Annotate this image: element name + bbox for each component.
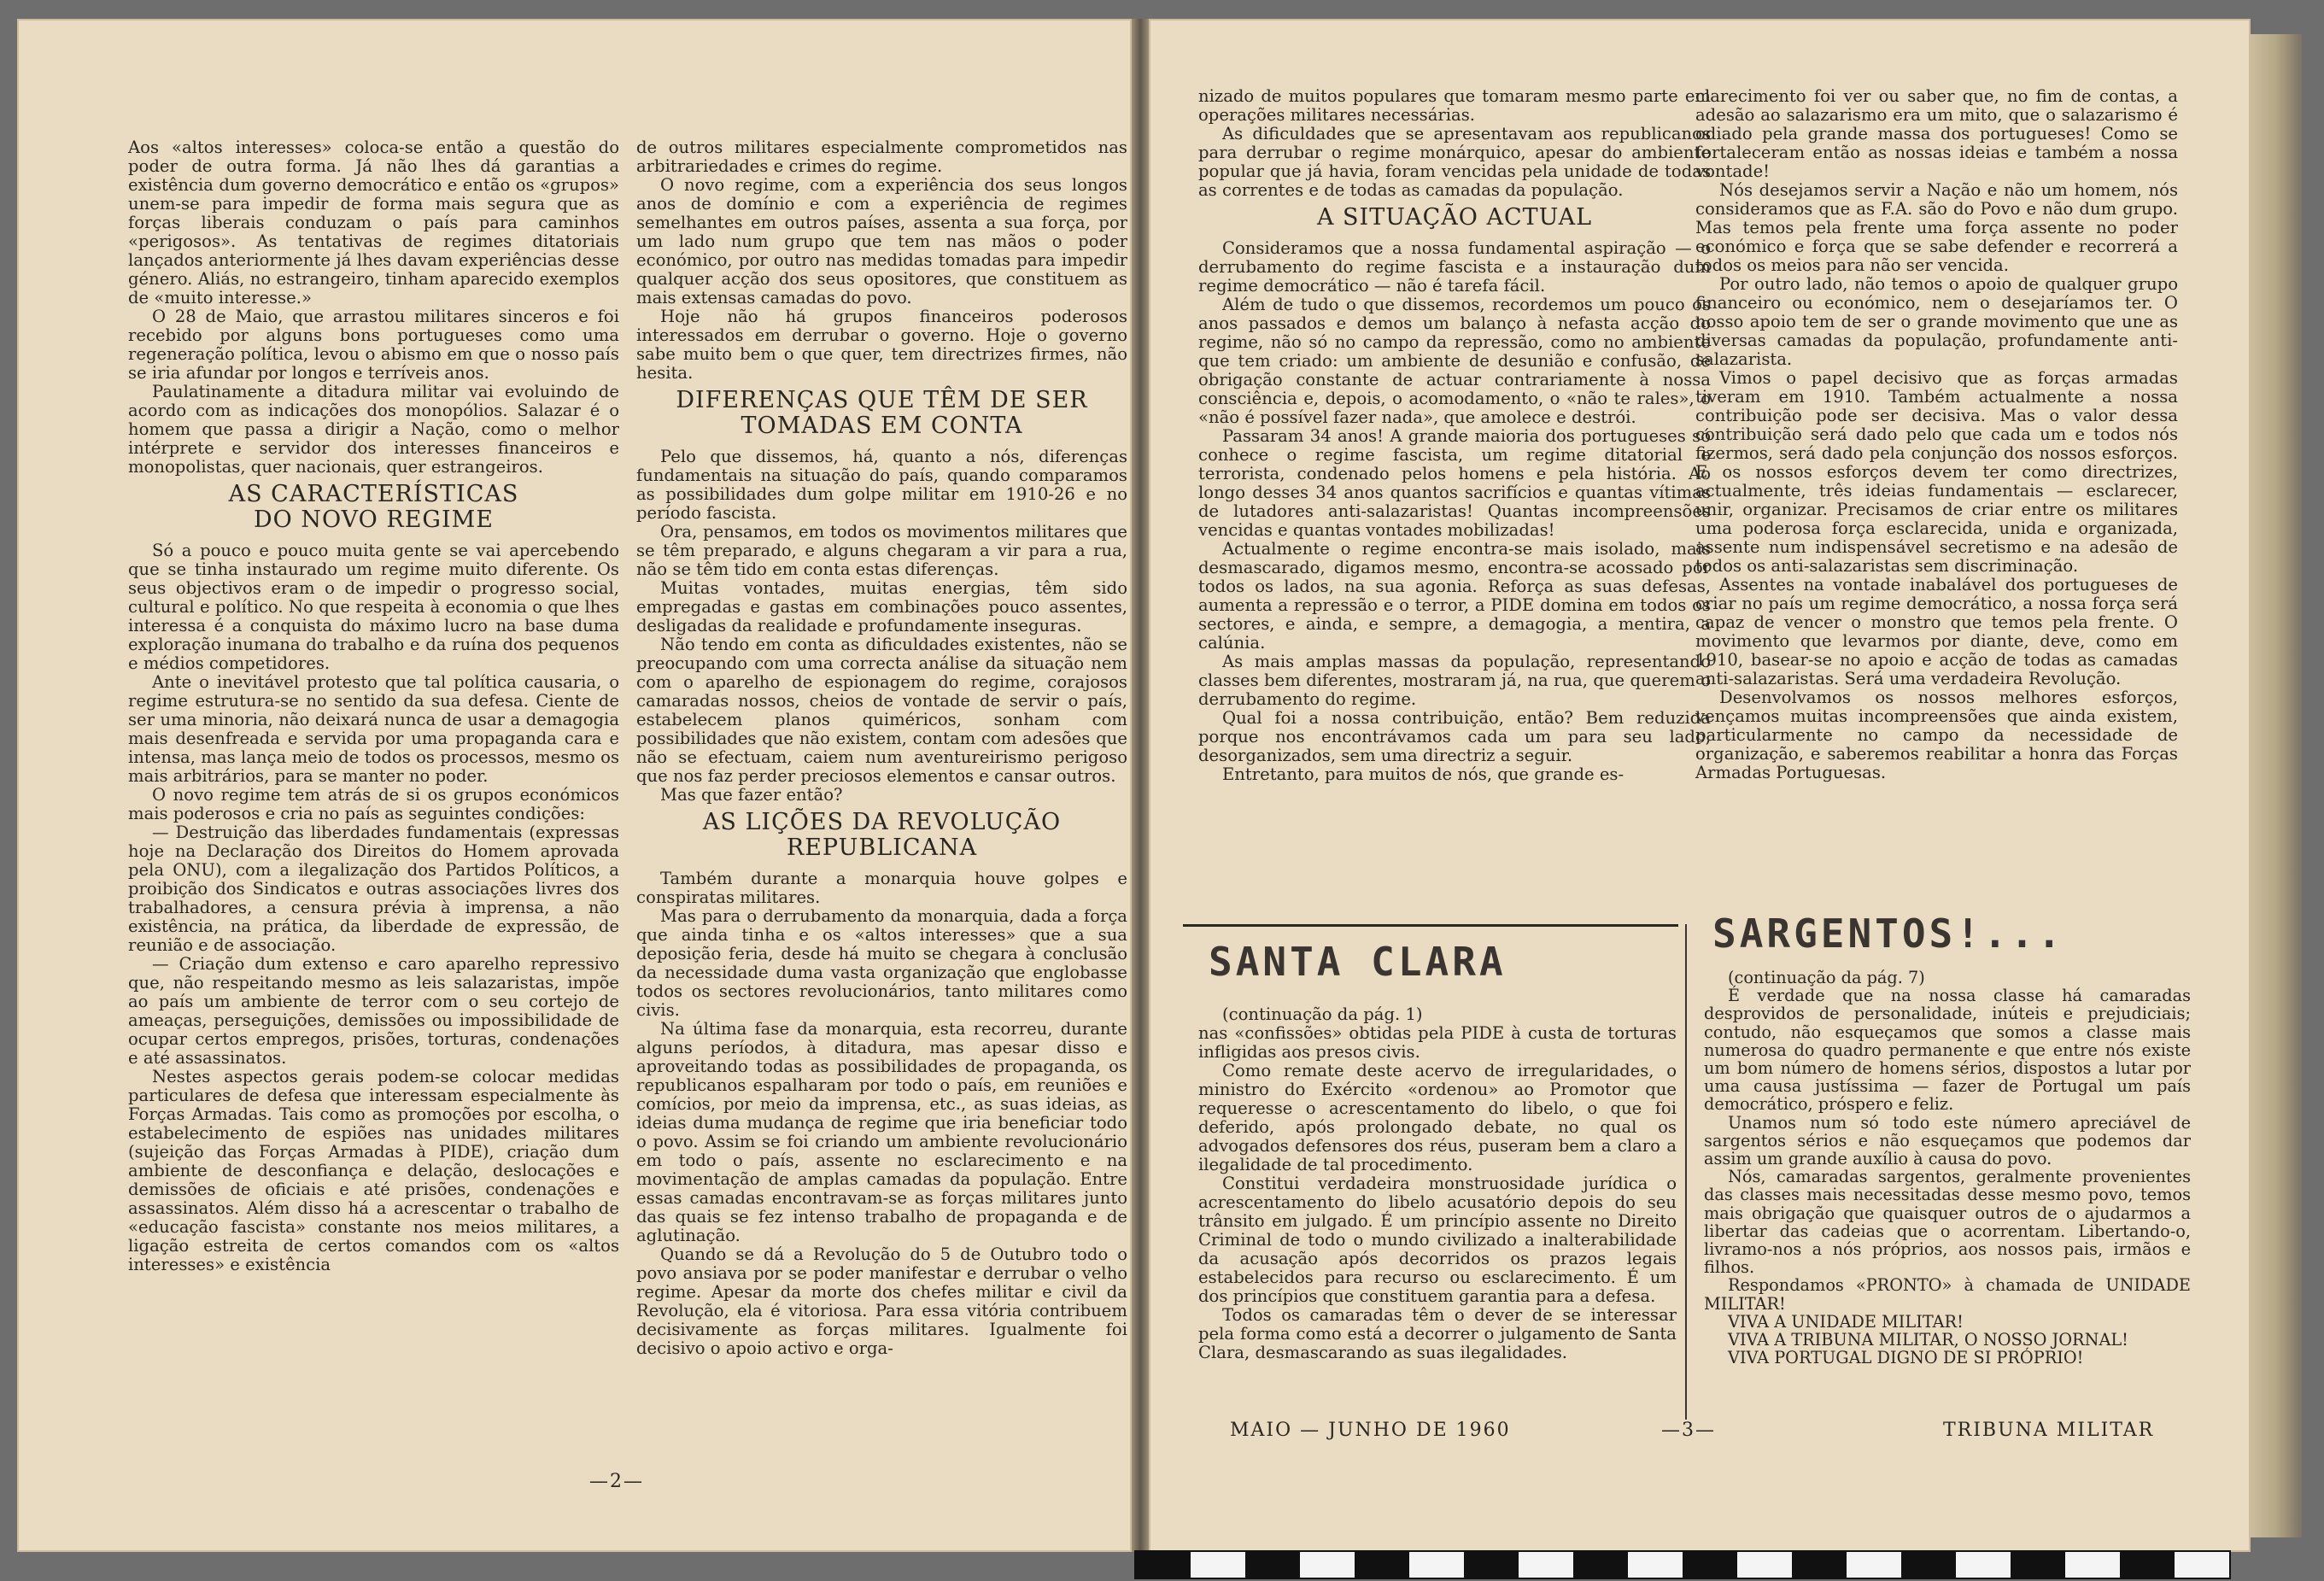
paragraph: — Destruição das liberdades fundamentais (expressas hoje na Declaração dos Direitos do Homem aprovada pela ONU), com a ilegalização dos Partidos Políticos, a proibição dos Sindicatos e outras associações livres dos trabalhadores, a censura prévia à imprensa, a não existência, na prática, da liberdade de expressão, de reunião e de associação. xyxy=(128,823,619,955)
paragraph: Constitui verdadeira monstruosidade jurídica o acrescentamento do libelo acusatório depois do seu trânsito em julgado. É um princípio assente no Direito Criminal de todo o mundo civilizado a inalterabilidade da acusação após decorridos os prazos legais estabelecidos para recurso ou esclarecimento. É um dos princípios que constituem garantia para a defesa. xyxy=(1198,1174,1677,1306)
paragraph: Vimos o papel decisivo que as forças armadas tiveram em 1910. Também actualmente a nossa contribuição pode ser decisiva. Mas o valor dessa contribuição será dado pelo que cada um e todos nós fizermos, será dado pela conjunção dos nossos esforços. E os nossos esforços devem ter como directrizes, actualmente, três ideias fundamentais — esclarecer, unir, organizar. Precisamos de criar entre os militares uma poderosa força esclarecida, unida e organizada, assente num indispensável secretismo e na adesão de todos os anti-salazaristas sem discriminação. xyxy=(1695,368,2178,576)
paragraph: nizado de muitos populares que tomaram mesmo parte em operações militares necessárias. xyxy=(1198,86,1711,125)
paragraph: Por outro lado, não temos o apoio de qualquer grupo financeiro ou económico, nem o desejaríamos ter. O nosso apoio tem de ser o grande movimento que une as diversas camadas da população, profundamente anti-salazarista. xyxy=(1695,274,2178,369)
sargentos-text xyxy=(1704,969,2191,1367)
page-number-right: —3— xyxy=(1661,1420,1716,1441)
paragraph: Actualmente o regime encontra-se mais isolado, mais desmascarado, digamos mesmo, encontra-se acossado por todos os lados, na sua agonia. Reforça as suas defesas, aumenta a repressão e o terror, a PIDE domina em todos os sectores, e ainda, e sempre, a demagogia, a mentira, a calúnia. xyxy=(1198,539,1711,653)
newspaper-name: TRIBUNA MILITAR xyxy=(1943,1420,2155,1441)
paragraph: Unamos num só todo este número apreciável de sargentos sérios e não esqueçamos que podemos dar assim um grande auxílio à causa do povo. xyxy=(1704,1112,2191,1169)
paragraph: Além de tudo o que dissemos, recordemos um pouco os anos passados e demos um balanço à nefasta acção do regime, não só no campo da repressão, como no ambiente que tem criado: um ambiente de desunião e confusão, de obrigação constante de actuar contrariamente à nossa consciência e, depois, o acomodamento, o «não te rales», o «não é possível fazer nada», que amolece e destrói. xyxy=(1198,295,1711,427)
col1-body xyxy=(128,542,619,1274)
paragraph: Consideramos que a nossa fundamental aspiração — o derrubamento do regime fascista e a instauração dum regime democrático — não é tarefa fácil. xyxy=(1198,238,1711,296)
scale-ruler xyxy=(1134,1550,2231,1579)
right-column-1 xyxy=(1198,87,1711,784)
box-divider xyxy=(1685,924,1687,1420)
paragraph: Passaram 34 anos! A grande maioria dos portugueses só conhece o regime fascista, um regime ditatorial e terrorista, condenado pelos homens e pela história. Ao longo desses 34 anos quantos sacrifícios e quantas vítimas de lutadores anti-salazaristas! Quantas incompreensões vencidas e quantas vontades mobilizadas! xyxy=(1198,426,1711,540)
heading-line: DIFERENÇAS QUE TÊM DE SER xyxy=(676,387,1088,413)
section-heading-situacao: A SITUAÇÃO ACTUAL xyxy=(1316,204,1593,231)
paragraph: Como remate deste acervo de irregularidades, o ministro do Exército «ordenou» ao Promotor que requeresse o acrescentamento do libelo, o que foi deferido, após prolongado debate, no qual os advogados defensores dos réus, puseram bem a claro a ilegalidade de tal procedimento. xyxy=(1198,1061,1677,1174)
paragraph: Só a pouco e pouco muita gente se vai apercebendo que se tinha instaurado um regime muito diferente. Os seus objectivos eram o de impedir o progresso social, cultural e político. No que respeita à economia o que lhes interessa é a conquista do máximo lucro na base duma exploração inumana do trabalho e da ruína dos pequenos e médios competidores. xyxy=(128,541,619,673)
paragraph: É verdade que na nossa classe há camaradas desprovidos de personalidade, inúteis e prejudiciais; contudo, não esqueçamos que somos a classe mais numerosa do quadro permanente e que entre nós existe um bom número de homens sérios, dispostos a lutar por uma causa justíssima — fazer de Portugal um país democrático, próspero e feliz. xyxy=(1704,986,2191,1115)
page-number-left: —2— xyxy=(589,1471,644,1492)
paragraph: Na última fase da monarquia, esta recorreu, durante alguns períodos, à ditadura, mas apesar disso e aproveitando todas as possibilidades de propaganda, os republicanos espalharam por todo o país, em reuniões e comícios, por meio da imprensa, etc., as suas ideias, as ideias duma mudança de regime que iria beneficiar todo o povo. Assim se foi criando um ambiente revolucionário em todo o país, assente no esclarecimento e na movimentação de amplas camadas da população. Entre essas camadas encontravam-se as forças militares junto das quais se fez intenso trabalho de propaganda e de aglutinação. xyxy=(636,1019,1127,1245)
santa-clara-text xyxy=(1198,1005,1677,1362)
paragraph: — Criação dum extenso e caro aparelho repressivo que, não respeitando mesmo as leis salazaristas, impõe ao país um ambiente de terror com o seu cortejo de ameaças, perseguições, demissões ou impossibilidade de ocupar certos empregos, prisões, torturas, condenações e até assassinatos. xyxy=(128,954,619,1068)
heading-line: TOMADAS EM CONTA xyxy=(741,413,1023,439)
paragraph: Entretanto, para muitos de nós, que grande es- xyxy=(1222,764,1624,784)
continuation-note: (continuação da pág. 7) xyxy=(1728,968,1925,987)
paragraph: Nestes aspectos gerais podem-se colocar medidas particulares de defesa que interessam especialmente às Forças Armadas. Tais como as promoções por escolha, o estabelecimento de espiões nas unidades militares (sujeição das Forças Armadas à PIDE), criação dum ambiente de desconfiança e delação, deslocações e demissões de oficiais e até prisões, condenações e assassinatos. Além disso há a acrescentar o trabalho de «educação fascista» constante nos meios militares, a ligação estreita de certos comandos com os «altos interesses» e existência xyxy=(128,1067,619,1274)
heading-line: DO NOVO REGIME xyxy=(253,507,495,533)
heading-line: AS LIÇÕES DA REVOLUÇÃO xyxy=(702,809,1062,835)
paragraph: O 28 de Maio, que arrastou militares sinceros e foi recebido por alguns bons portugueses como uma regeneração política, levou o abismo em que o nosso país se iria afundar por longos e terríveis anos. xyxy=(128,307,619,383)
left-page xyxy=(17,19,1132,1552)
right-column-2 xyxy=(1695,87,2178,782)
book-spine xyxy=(1132,19,1149,1552)
paragraph: Nós desejamos servir a Nação e não um homem, nós consideramos que as F.A. são do Povo e não dum grupo. Mas temos pela frente uma força assente no poder económico e força que se sabe defender e recorrerá a todos os meios para não ser vencida. xyxy=(1695,180,2178,275)
paragraph: Muitas vontades, muitas energias, têm sido empregadas e gastas em combinações pouco assentes, desligadas da realidade e profundamente inseguras. xyxy=(636,578,1127,635)
paragraph: Pelo que dissemos, há, quanto a nós, diferenças fundamentais na situação do país, quando comparamos as possibilidades dum golpe militar em 1910-26 e no período fascista. xyxy=(636,447,1127,523)
paragraph: Ora, pensamos, em todos os movimentos militares que se têm preparado, e alguns chegaram a vir para a rua, não se têm tido em conta estas diferenças. xyxy=(636,522,1127,579)
left-column-1 xyxy=(128,138,619,1274)
slogan: VIVA A TRIBUNA MILITAR, O NOSSO JORNAL! xyxy=(1728,1330,2128,1350)
paragraph: O novo regime, com a experiência dos seus longos anos de domínio e com a experiência de regimes semelhantes em outros países, assenta a sua força, por um lado num grupo que tem nas mãos o poder económico, por outro nas medidas tomadas para impedir qualquer acção dos seus opositores, que constituem as mais extensas camadas do povo. xyxy=(636,175,1127,307)
col1-intro xyxy=(128,138,619,477)
paragraph: Aos «altos interesses» coloca-se então a questão do poder de outra forma. Já não lhes dá garantias a existência dum governo democrático e então os «grupos» unem-se para impedir de forma mais segura que as forças liberais conduzam o país para caminhos «perigosos». As tentativas de regimes ditatoriais lançados anteriormente já lhes davam experiências desse género. Aliás, no estrangeiro, tinham aparecido exemplos de «muito interesse.» xyxy=(128,138,619,307)
heading-line: AS CARACTERÍSTICAS xyxy=(228,481,519,507)
santa-clara-box xyxy=(1183,924,1678,1439)
sargentos-title: SARGENTOS!... xyxy=(1712,911,2065,957)
paragraph: clarecimento foi ver ou saber que, no fim de contas, a adesão ao salazarismo era um mito, que o salazarismo é odiado pela grande massa dos portugueses! Como se fortaleceram então as nossas ideias e também a nossa vontade! xyxy=(1695,86,2178,181)
left-column-2 xyxy=(636,138,1127,1358)
paragraph: Não tendo em conta as dificuldades existentes, não se preocupando com uma correcta análise da situação nem com o aparelho de espionagem do regime, corajosos camaradas nossos, cheios de vontade de servir o país, estabelecem planos quiméricos, sonham com possibilidades que não existem, contam com adesões que não se efectuam, caiem num aventureirismo perigoso que nos faz perder preciosos elementos e cansar outros. xyxy=(636,635,1127,786)
santa-clara-title: SANTA CLARA xyxy=(1209,939,1507,985)
paragraph: de outros militares especialmente comprometidos nas arbitrariedades e crimes do regime. xyxy=(636,138,1127,176)
slogan: VIVA A UNIDADE MILITAR! xyxy=(1728,1311,1964,1332)
paragraph: Desenvolvamos os nossos melhores esforços, vençamos muitas incompreensões que ainda existem, particularmente no campo da necessidade de organização, e saberemos reabilitar a honra das Forças Armadas Portuguesas. xyxy=(1695,688,2178,782)
slogan: VIVA PORTUGAL DIGNO DE SI PRÓPRIO! xyxy=(1728,1348,2084,1368)
paragraph: As mais amplas massas da população, representando classes bem diferentes, mostraram já, na rua, que querem o derrubamento do regime. xyxy=(1198,652,1711,709)
continuation-note: (continuação da pág. 1) xyxy=(1222,1004,1423,1024)
paragraph: O novo regime tem atrás de si os grupos económicos mais poderosos e cria no país as seguintes condições: xyxy=(128,785,619,823)
paragraph: Nós, camaradas sargentos, geralmente provenientes das classes mais necessitadas desse mesmo povo, temos mais obrigação que quaisquer outros de o ajudarmos a libertar das cadeias que o acorrentam. Libertando-o, livramo-nos a nós próprios, aos nossos pais, irmãos e filhos. xyxy=(1704,1167,2191,1278)
paragraph: Mas que fazer então? xyxy=(660,785,843,805)
section-heading-diferencas xyxy=(636,388,1127,439)
paragraph: As dificuldades que se apresentavam aos republicanos para derrubar o regime monárquico, apesar do ambiente popular que já havia, foram vencidas pela unidade de todas as correntes e de todas as camadas da população. xyxy=(1198,124,1711,200)
sargentos-box xyxy=(1695,899,2199,1428)
paragraph: nas «confissões» obtidas pela PIDE à custa de torturas infligidas aos presos civis. xyxy=(1198,1023,1677,1062)
section-heading-licoes xyxy=(636,810,1127,861)
paragraph: Todos os camaradas têm o dever de se interessar pela forma como está a decorrer o julgamento de Santa Clara, desmascarando as suas ilegalidades. xyxy=(1198,1305,1677,1362)
paragraph: Respondamos «PRONTO» à chamada de UNIDADE MILITAR! xyxy=(1704,1275,2191,1314)
paragraph: Mas para o derrubamento da monarquia, dada a força que ainda tinha e os «altos interesses» que a sua deposição feria, desde há muito se chegara à conclusão da necessidade duma vasta organização que englobasse todos os sectores revolucionários, tanto militares como civis. xyxy=(636,906,1127,1020)
issue-date: MAIO — JUNHO DE 1960 xyxy=(1230,1420,1511,1441)
right-page xyxy=(1149,19,2251,1552)
paragraph: Paulatinamente a ditadura militar vai evoluindo de acordo com as indicações dos monopólios. Salazar é o homem que passa a dirigir a Nação, como o melhor intérprete e servidor dos interesses financeiros e monopolistas, quer nacionais, quer estrangeiros. xyxy=(128,382,619,477)
paragraph: Qual foi a nossa contribuição, então? Bem reduzida porque nos encontrávamos cada um para seu lado, desorganizados, sem uma directriz a seguir. xyxy=(1198,708,1711,765)
paragraph: Hoje não há grupos financeiros poderosos interessados em derrubar o governo. Hoje o governo sabe muito bem o que quer, tem directrizes firmes, não hesita. xyxy=(636,307,1127,383)
paragraph: Ante o inevitável protesto que tal política causaria, o regime estrutura-se no sentido da sua defesa. Ciente de ser uma minoria, não deixará nunca de usar a demagogia mais desenfreada e servida por uma propaganda cara e intensa, mas lança meio de todos os processos, mesmo os mais arbitrários, para se manter no poder. xyxy=(128,672,619,786)
heading-line: REPUBLICANA xyxy=(786,834,978,861)
page-edges xyxy=(2251,34,2302,1537)
paragraph: Quando se dá a Revolução do 5 de Outubro todo o povo ansiava por se poder manifestar e derrubar o velho regime. Apesar da morte dos chefes militar e civil da Revolução, ela é vitoriosa. Para essa vitória contribuem decisivamente as forças militares. Igualmente foi decisivo o apoio activo e orga- xyxy=(636,1244,1127,1358)
section-heading-caracteristicas xyxy=(128,482,619,533)
paragraph: Também durante a monarquia houve golpes e conspiratas militares. xyxy=(636,869,1127,907)
paragraph: Assentes na vontade inabalável dos portugueses de criar no país um regime democrático, a nossa força será capaz de vencer o monstro que temos pela frente. O movimento que levarmos por diante, deve, como em 1910, basear-se no apoio e acção de todas as camadas anti-salazaristas. Será uma verdadeira Revolução. xyxy=(1695,575,2178,688)
